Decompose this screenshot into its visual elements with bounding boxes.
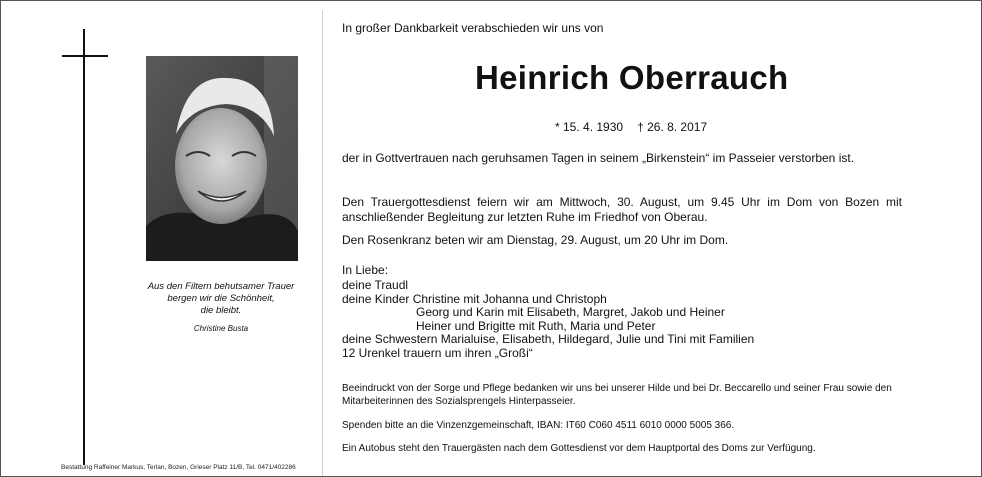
quote: [121, 281, 321, 317]
family-line: deine Schwestern Marialuise, Elisabeth, Hildegard, Julie und Tini mit Familien: [342, 332, 755, 347]
funeral-service-text: Den Trauergottesdienst feiern wir am Mittwoch, 30. August, um 9.45 Uhr im Dom von Bozen mit anschließender Begleitung zur letzten Ruhe im Friedhof von Oberau.: [342, 195, 902, 224]
bus-text: Ein Autobus steht den Trauergästen nach dem Gottesdienst vor dem Hauptportal des Doms zur Verfügung.: [342, 443, 816, 454]
life-dates: [555, 120, 721, 134]
in-love-heading: In Liebe:: [342, 263, 389, 277]
cross-icon-bar: [62, 55, 108, 57]
cross-icon: [83, 29, 85, 465]
rosary-text: Den Rosenkranz beten wir am Dienstag, 29. August, um 20 Uhr im Dom.: [342, 233, 729, 247]
quote-line: Aus den Filtern behutsamer Trauer: [147, 281, 295, 292]
death-statement: der in Gottvertrauen nach geruhsamen Tagen in seinem „Birkenstein“ im Passeier verstorben ist.: [342, 151, 855, 165]
column-divider: [322, 10, 323, 476]
deceased-name: Heinrich Oberrauch: [475, 59, 789, 96]
quote-author: Christine Busta: [193, 324, 249, 333]
family-line: Heiner und Brigitte mit Ruth, Maria und Peter: [416, 318, 656, 333]
family-line: deine Kinder Christine mit Johanna und Christoph: [342, 291, 607, 306]
quote-line: die bleibt.: [200, 305, 242, 316]
family-line: Georg und Karin mit Elisabeth, Margret, Jakob und Heiner: [416, 305, 725, 320]
family-line: 12 Urenkel trauern um ihren „Großi“: [342, 345, 533, 360]
death-date: † 26. 8. 2017: [637, 120, 708, 134]
portrait-photo: [146, 56, 298, 261]
donation-text: Spenden bitte an die Vinzenzgemeinschaft, IBAN: IT60 C060 4511 6010 0000 5005 366.: [342, 420, 735, 431]
undertaker-info: Bestattung Raffeiner Markus, Terlan, Bozen, Grieser Platz 11/B, Tel. 0471/402286: [61, 464, 296, 471]
thanks-text: Beeindruckt von der Sorge und Pflege bedanken wir uns bei unserer Hilde und bei Dr. Beccarello und seiner Frau sowie den Mitarbeiterinnen des Sozialsprengels Hinterpasseier.: [342, 383, 892, 407]
family-list: [342, 279, 754, 361]
birth-date: * 15. 4. 1930: [555, 120, 624, 134]
quote-line: bergen wir die Schönheit,: [167, 293, 275, 304]
intro-text: In großer Dankbarkeit verabschieden wir uns von: [342, 21, 604, 35]
family-line: deine Traudl: [342, 278, 409, 292]
